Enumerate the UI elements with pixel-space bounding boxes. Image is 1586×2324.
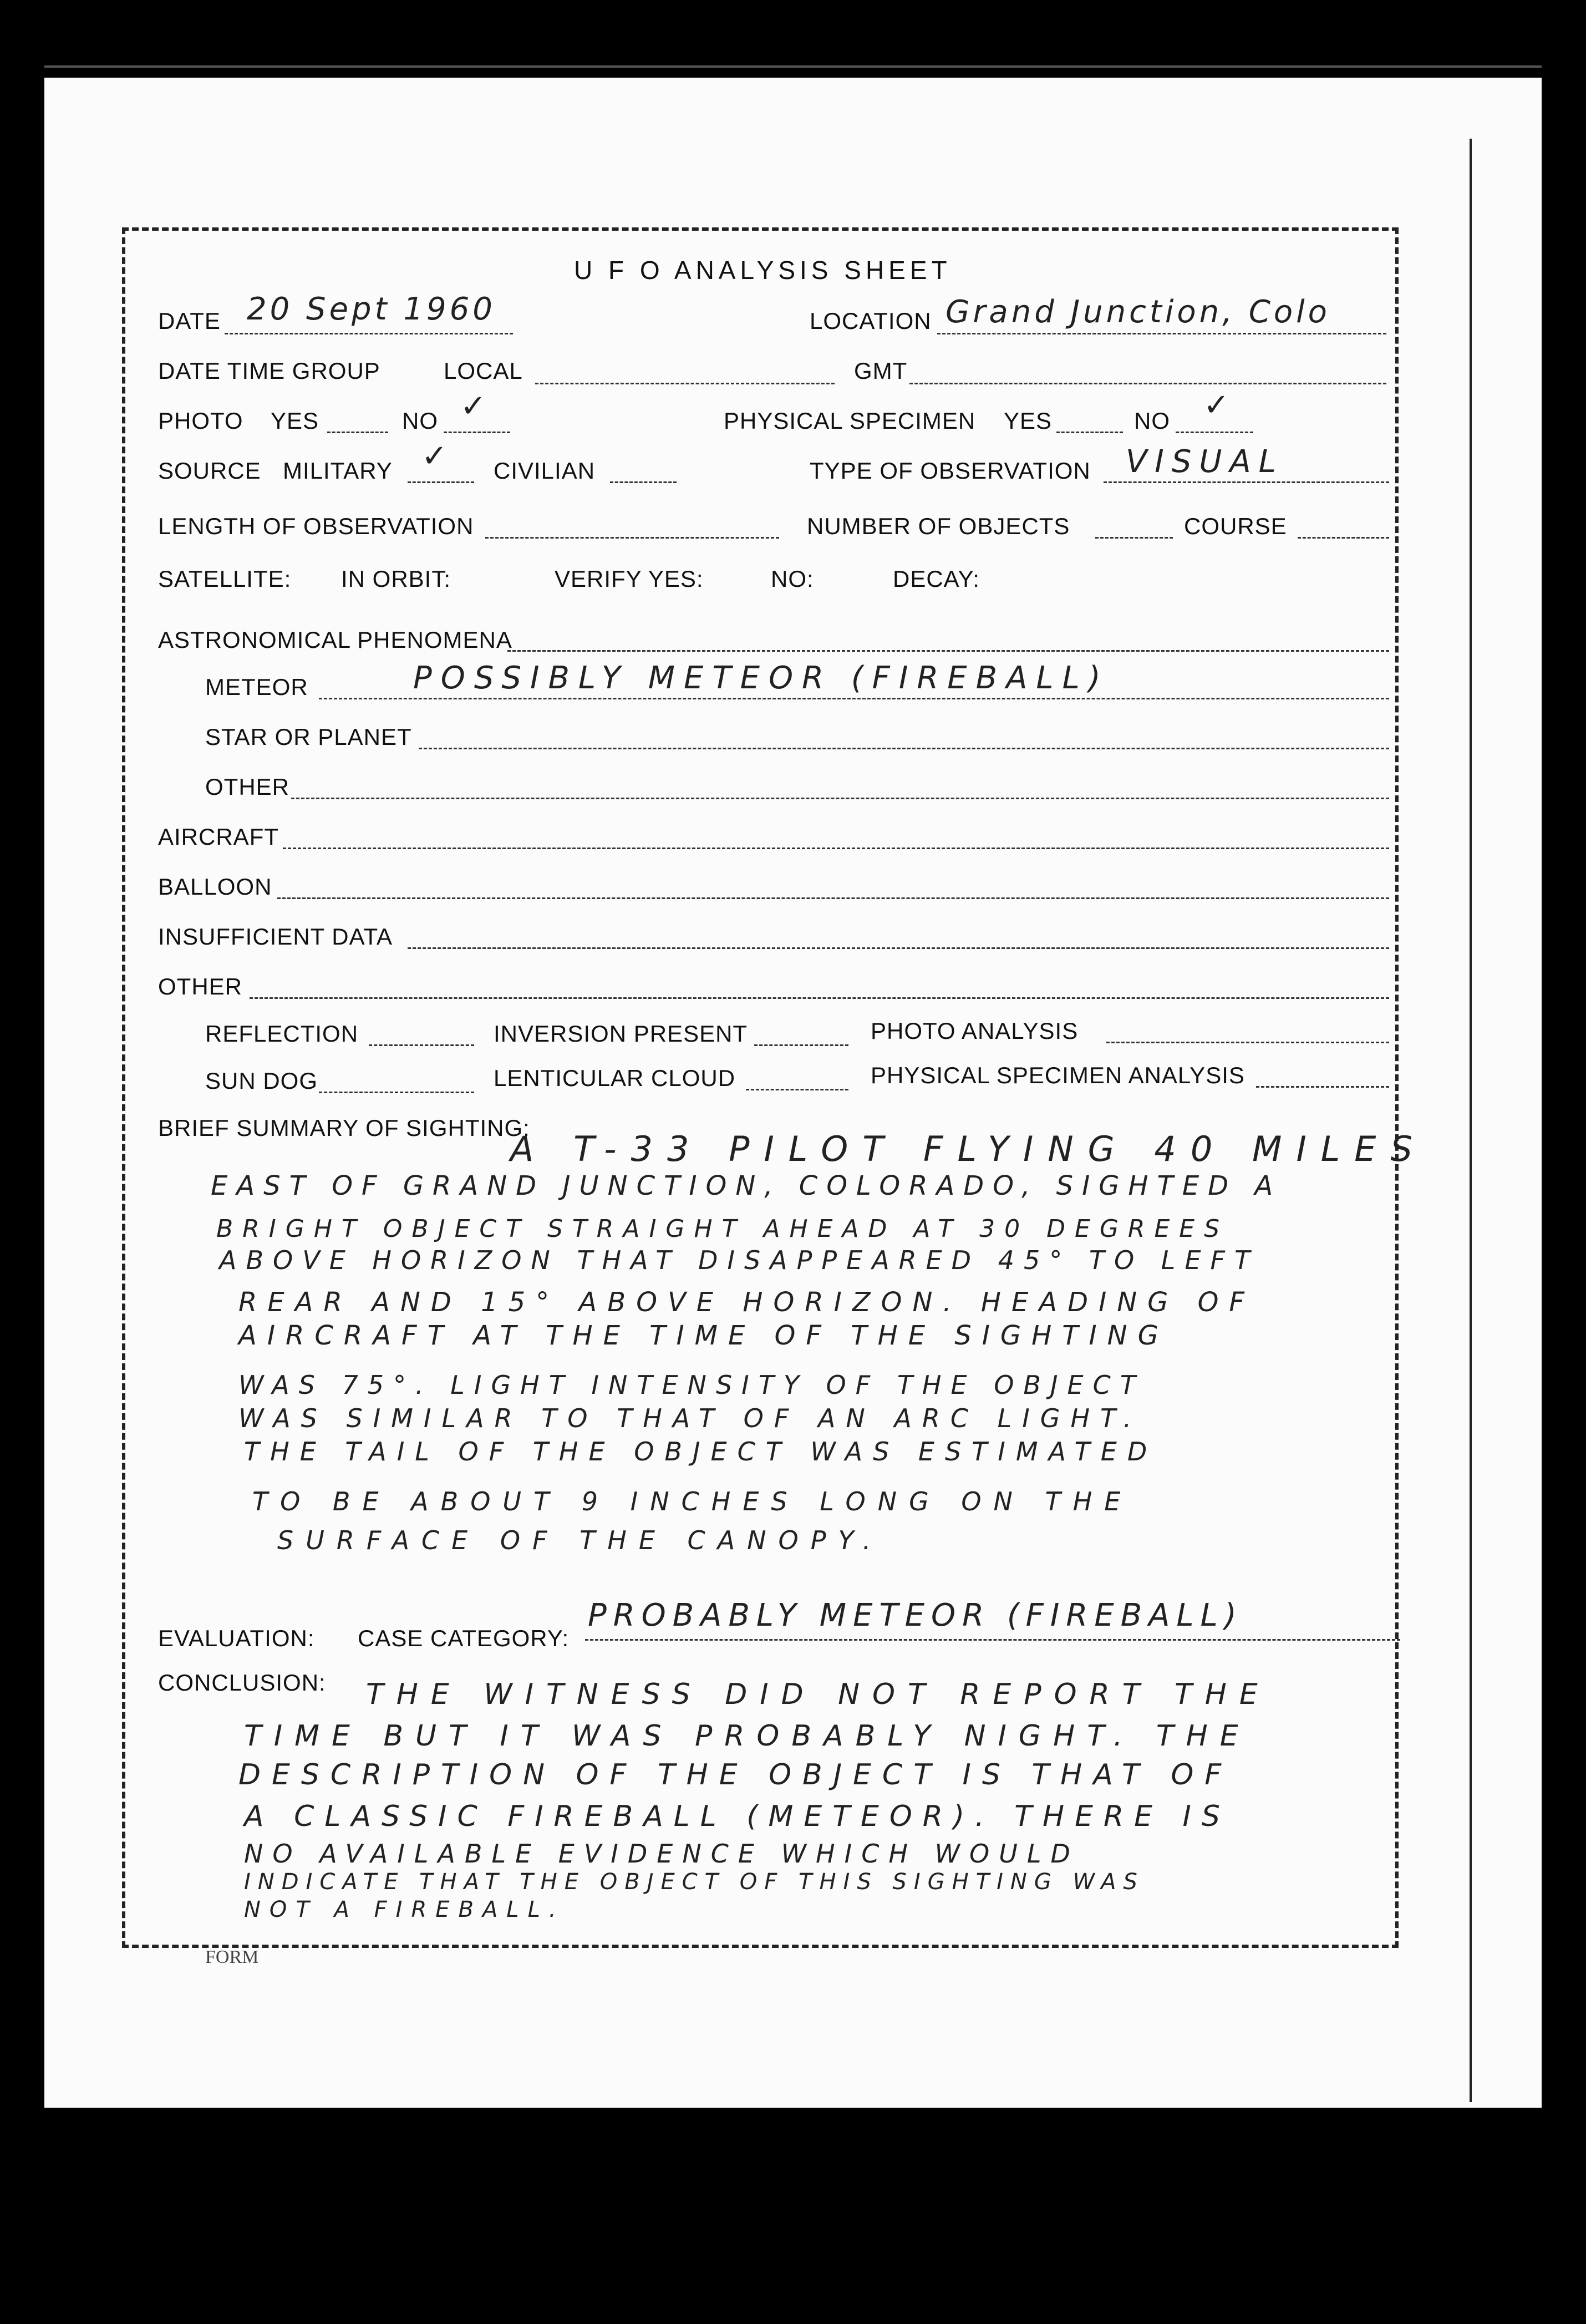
summary-line: WAS 75°. LIGHT INTENSITY OF THE OBJECT (238, 1370, 1145, 1400)
decay-label: DECAY: (893, 566, 980, 592)
right-margin-rule (1470, 139, 1472, 2102)
inversion-label: INVERSION PRESENT (494, 1021, 748, 1047)
case-category-value: PROBABLY METEOR (FIREBALL) (588, 1597, 1243, 1633)
specimen-no-label: NO (1134, 408, 1170, 434)
in-orbit-label: IN ORBIT: (341, 566, 451, 592)
summary-line: A T-33 PILOT FLYING 40 MILES (510, 1129, 1427, 1169)
star-planet-label: STAR OR PLANET (205, 724, 412, 750)
other1-line (291, 798, 1389, 799)
conclusion-line: A CLASSIC FIREBALL (METEOR). THERE IS (244, 1800, 1231, 1833)
photo-yes-label: YES (271, 408, 319, 434)
conclusion-line: THE WITNESS DID NOT REPORT THE (366, 1678, 1270, 1711)
physical-analysis-line (1256, 1086, 1389, 1088)
conclusion-line: TIME BUT IT WAS PROBABLY NIGHT. THE (244, 1719, 1250, 1753)
type-obs-label: TYPE OF OBSERVATION (810, 458, 1091, 484)
source-label: SOURCE (158, 458, 261, 484)
summary-line: WAS SIMILAR TO THAT OF AN ARC LIGHT. (238, 1403, 1142, 1433)
location-label: LOCATION (810, 308, 932, 334)
conclusion-line: INDICATE THAT THE OBJECT OF THIS SIGHTING WAS (244, 1869, 1145, 1895)
location-line (937, 333, 1386, 334)
course-label: COURSE (1184, 513, 1287, 539)
lenticular-label: LENTICULAR CLOUD (494, 1065, 736, 1091)
military-label: MILITARY (283, 458, 393, 484)
photo-no-check: ✓ (460, 388, 490, 424)
length-obs-line (485, 537, 779, 539)
summary-line: REAR AND 15° ABOVE HORIZON. HEADING OF (238, 1287, 1255, 1318)
balloon-line (277, 897, 1389, 899)
sun-dog-line (319, 1092, 474, 1093)
conclusion-line: NOT A FIREBALL. (244, 1897, 565, 1922)
gmt-line (909, 383, 1386, 384)
type-obs-value: VISUAL (1126, 444, 1284, 480)
summary-line: SURFACE OF THE CANOPY. (277, 1525, 883, 1555)
other2-line (250, 997, 1389, 999)
course-line (1298, 537, 1389, 539)
summary-line: AIRCRAFT AT THE TIME OF THE SIGHTING (238, 1320, 1169, 1351)
inversion-line (754, 1044, 848, 1046)
specimen-no-line (1176, 432, 1253, 433)
summary-line: EAST OF GRAND JUNCTION, COLORADO, SIGHTED A (211, 1170, 1282, 1201)
summary-line: THE TAIL OF THE OBJECT WAS ESTIMATED (244, 1437, 1158, 1467)
aircraft-line (283, 848, 1389, 849)
case-category-line (585, 1639, 1400, 1641)
civilian-label: CIVILIAN (494, 458, 596, 484)
meteor-value: POSSIBLY METEOR (FIREBALL) (413, 660, 1110, 696)
photo-label: PHOTO (158, 408, 243, 434)
specimen-yes-label: YES (1004, 408, 1053, 434)
gmt-label: GMT (854, 358, 908, 384)
num-objects-line (1095, 537, 1173, 539)
conclusion-line: NO AVAILABLE EVIDENCE WHICH WOULD (244, 1839, 1080, 1869)
sun-dog-label: SUN DOG (205, 1068, 318, 1094)
form-footer: FORM (205, 1947, 259, 1967)
evaluation-label: EVALUATION: (158, 1625, 315, 1651)
reflection-label: REFLECTION (205, 1021, 359, 1047)
insufficient-label: INSUFFICIENT DATA (158, 923, 393, 950)
photo-no-label: NO (402, 408, 438, 434)
other1-label: OTHER (205, 774, 289, 800)
star-planet-line (419, 748, 1389, 749)
date-line (225, 333, 513, 334)
local-label: LOCAL (444, 358, 523, 384)
photo-no-line (444, 432, 510, 433)
num-objects-label: NUMBER OF OBJECTS (807, 513, 1070, 539)
date-label: DATE (158, 308, 221, 334)
summary-line: ABOVE HORIZON THAT DISAPPEARED 45° TO LEFT (219, 1245, 1260, 1275)
other2-label: OTHER (158, 973, 242, 999)
verify-label: VERIFY YES: (555, 566, 704, 592)
insufficient-line (408, 947, 1389, 949)
form-title: U F O ANALYSIS SHEET (574, 256, 952, 285)
specimen-yes-line (1056, 432, 1123, 433)
top-edge-rule (44, 65, 1542, 68)
type-obs-line (1104, 481, 1389, 483)
location-value: Grand Junction, Colo (946, 294, 1330, 330)
military-check: ✓ (421, 438, 451, 474)
specimen-no-check: ✓ (1203, 387, 1233, 423)
astro-line (507, 650, 1389, 652)
astro-label: ASTRONOMICAL PHENOMENA (158, 627, 512, 653)
summary-line: TO BE ABOUT 9 INCHES LONG ON THE (252, 1486, 1133, 1516)
conclusion-line: DESCRIPTION OF THE OBJECT IS THAT OF (238, 1758, 1233, 1792)
dtg-label: DATE TIME GROUP (158, 358, 380, 384)
meteor-label: METEOR (205, 674, 308, 700)
photo-analysis-line (1106, 1042, 1389, 1043)
date-value: 20 Sept 1960 (247, 291, 496, 327)
local-line (535, 383, 835, 384)
meteor-line (319, 698, 1389, 699)
satellite-label: SATELLITE: (158, 566, 292, 592)
military-line (408, 481, 474, 483)
civilian-line (610, 481, 677, 483)
photo-analysis-label: PHOTO ANALYSIS (871, 1018, 1079, 1044)
photo-yes-line (327, 432, 388, 433)
physical-analysis-label: PHYSICAL SPECIMEN ANALYSIS (871, 1062, 1245, 1088)
physical-specimen-label: PHYSICAL SPECIMEN (724, 408, 976, 434)
conclusion-label: CONCLUSION: (158, 1670, 326, 1696)
case-category-label: CASE CATEGORY: (358, 1625, 570, 1651)
reflection-line (369, 1044, 474, 1046)
verify-no-label: NO: (771, 566, 814, 592)
aircraft-label: AIRCRAFT (158, 824, 279, 850)
lenticular-line (746, 1089, 848, 1090)
balloon-label: BALLOON (158, 874, 272, 900)
summary-line: BRIGHT OBJECT STRAIGHT AHEAD AT 30 DEGREES (216, 1215, 1229, 1243)
length-obs-label: LENGTH OF OBSERVATION (158, 513, 474, 539)
summary-label: BRIEF SUMMARY OF SIGHTING: (158, 1115, 530, 1141)
